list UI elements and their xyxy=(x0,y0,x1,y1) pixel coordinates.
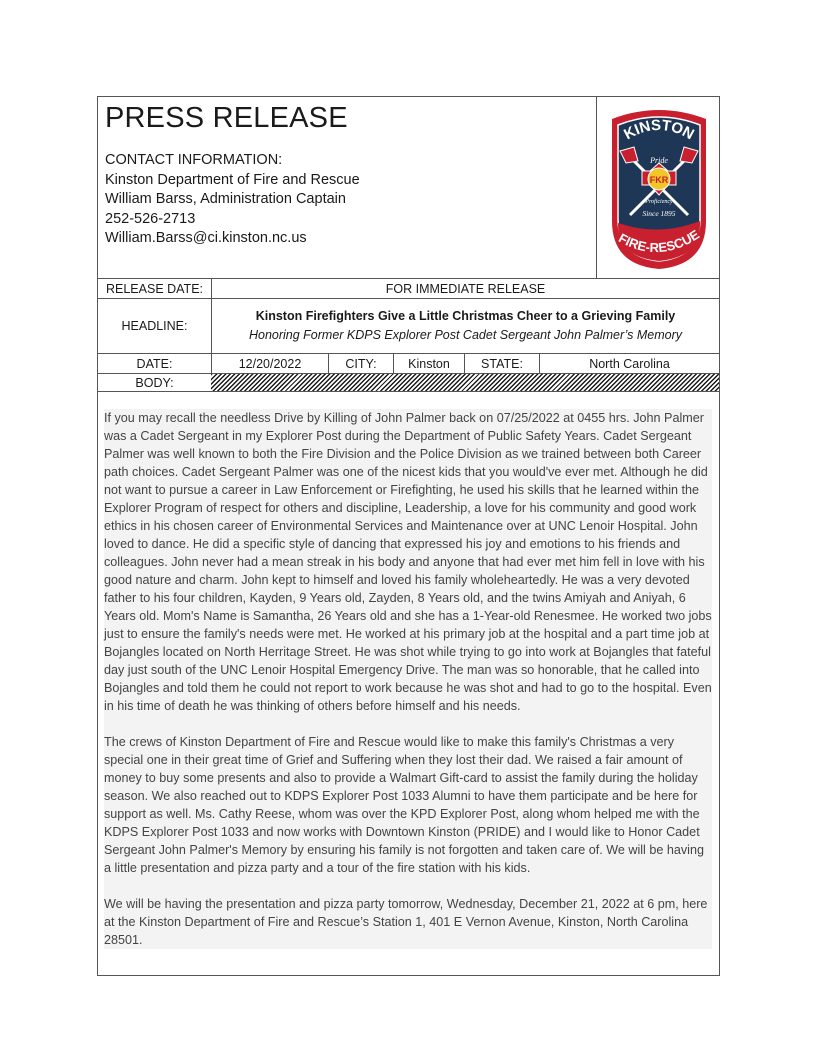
logo-proficiency: Proficiency xyxy=(645,199,674,205)
contact-email: William.Barss@ci.kinston.nc.us xyxy=(105,230,307,247)
logo-cell xyxy=(596,97,719,278)
state-label: STATE: xyxy=(464,354,539,373)
header-text xyxy=(98,97,596,278)
press-release-form xyxy=(97,96,720,976)
logo-pride: Pride xyxy=(650,156,669,165)
header-section xyxy=(98,97,719,279)
logo-since: Since 1895 xyxy=(642,209,676,218)
contact-label: CONTACT INFORMATION: xyxy=(105,152,283,168)
body-row xyxy=(98,374,719,392)
contact-organization: Kinston Department of Fire and Rescue xyxy=(105,171,360,188)
release-date-row xyxy=(98,279,719,299)
contact-block xyxy=(105,151,596,249)
headline-row xyxy=(98,299,719,354)
headline-value xyxy=(211,299,719,353)
city-label: CITY: xyxy=(328,354,393,373)
logo-bottom-text: FIRE-RESCUE xyxy=(616,226,703,256)
body-paragraph-1: If you may recall the needless Drive by Killing of John Palmer back on 07/25/2022 at 0455 hrs. John Palmer was a Cadet Sergeant in my Explorer Post during the Department of Public Safety Years. Cadet Sergeant Palmer was well known to both the Fire Division and the Police Division as we trained between both Career path choices. Cadet Sergeant Palmer was one of the nicest kids that you would've ever met. Although he did not want to pursue a career in Law Enforcement or Firefighting, he used his skills that he learned within the Explorer Program of respect for others and discipline, Leadership, a love for his community and good work ethics in his chosen career of Environmental Services and Maintenance over at UNC Lenoir Hospital. John loved to dance. He did a specific style of dancing that expressed his joy and emotions to his friends and colleagues. John never had a mean streak in his body and anyone that had ever met him fell in love with his good nature and charm. John kept to himself and loved his family wholeheartedly. He was a very devoted father to his four children, Kayden, 9 Years old, Zayden, 8 Years old, and the twins Amiyah and Aniyah, 6 Years old. Mom's Name is Samantha, 26 Years old and she has a 1-Year-old Renesmee. He worked two jobs just to ensure the family's needs were met. He worked at his primary job at the hospital and a part time job at Bojangles located on North Herritage Street. He was shot while trying to go into work at Bojangles that fateful day just south of the UNC Lenoir Hospital Emergency Drive. The man was so honorable, that he called into Bojangles and told them he could not report to work because he was shot and had to go to the hospital. Even in his time of death he was thinking of others before himself and his needs. xyxy=(104,411,712,713)
contact-phone: 252-526-2713 xyxy=(105,210,196,227)
city-value: Kinston xyxy=(393,354,464,373)
date-value: 12/20/2022 xyxy=(211,354,328,373)
page-title: PRESS RELEASE xyxy=(105,102,348,134)
headline-subtitle: Honoring Former KDPS Explorer Post Cadet Sergeant John Palmer’s Memory xyxy=(248,328,683,342)
contact-name: William Barss, Administration Captain xyxy=(105,191,346,208)
emblem-text: FKR xyxy=(650,175,669,185)
date-label: DATE: xyxy=(136,356,173,371)
headline-main: Kinston Firefighters Give a Little Christmas Cheer to a Grieving Family xyxy=(255,309,676,323)
kinston-fire-rescue-logo xyxy=(604,105,714,269)
body-paragraph-2: The crews of Kinston Department of Fire and Rescue would like to make this family's Christmas a very special one in their great time of Grief and Suffering when they lost their dad. We raised a fair amount of money to buy some presents and also to provide a Walmart Gift-card to assist the family during the holiday season. We also reached out to KDPS Explorer Post 1033 Alumni to have them participate and be here for support as well. Ms. Cathy Reese, whom was over the KPD Explorer Post, along whom helped me with the KDPS Explorer Post 1033 and now works with Downtown Kinston (PRIDE) and I would like to Honor Cadet Sergeant John Palmer's Memory by ensuring his family is not forgotten and taken care of. We will be having a little presentation and pizza party and a tour of the fire station with his kids. xyxy=(104,735,704,875)
date-city-state-row xyxy=(98,354,719,374)
release-date-value: FOR IMMEDIATE RELEASE xyxy=(211,279,719,298)
body-text xyxy=(104,409,712,949)
logo-top-text: KINSTON xyxy=(621,116,698,144)
headline-label: HEADLINE: xyxy=(121,319,188,333)
state-value: North Carolina xyxy=(539,354,719,373)
body-paragraph-3: We will be having the presentation and pizza party tomorrow, Wednesday, December 21, 2022 at 6 pm, here at the Kinston Department of Fire and Rescue’s Station 1, 401 E Vernon Avenue, Kinston, North Carolina 28501. xyxy=(104,897,708,947)
body-hatch-fill xyxy=(211,374,719,391)
release-date-label: RELEASE DATE: xyxy=(105,281,204,296)
body-label: BODY: xyxy=(135,375,174,390)
